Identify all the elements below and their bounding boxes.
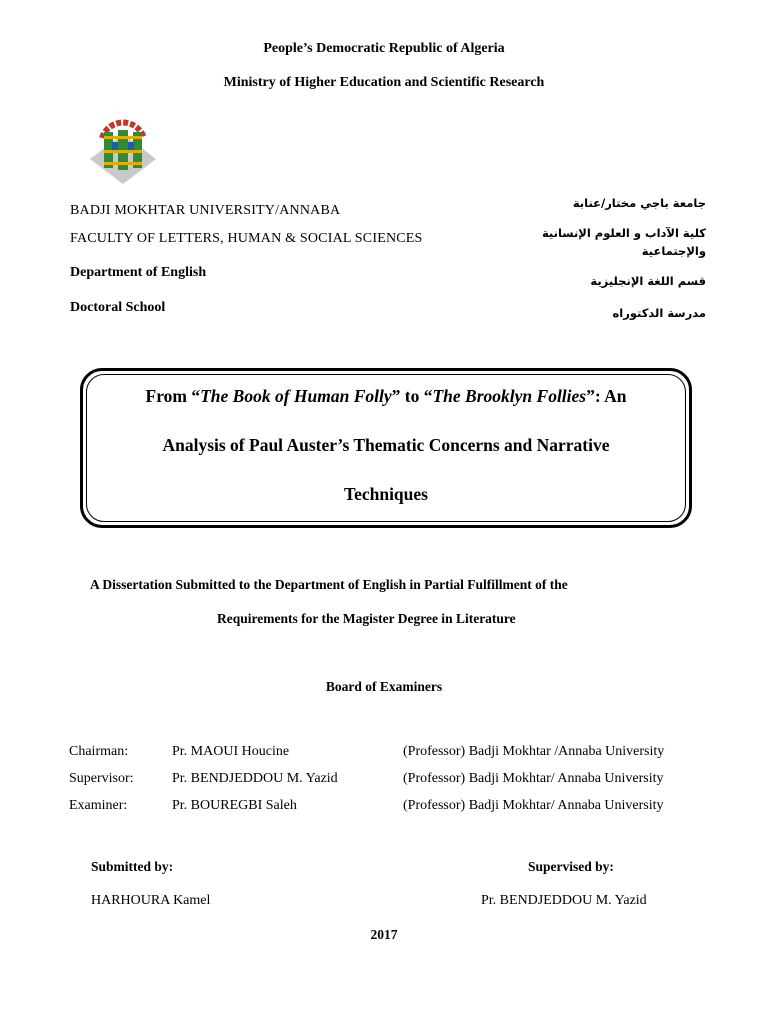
doctoral-school: Doctoral School bbox=[70, 300, 166, 315]
university-name-arabic: جامعة باجي مختار/عنابة bbox=[572, 196, 706, 210]
ministry-heading: Ministry of Higher Education and Scientific Research bbox=[223, 75, 545, 90]
doctoral-school-arabic: مدرسة الدكتوراه bbox=[612, 306, 706, 320]
member-role: Supervisor: bbox=[69, 771, 134, 786]
year: 2017 bbox=[370, 927, 398, 942]
thesis-title-line3: Techniques bbox=[344, 484, 428, 504]
member-affiliation: (Professor) Badji Mokhtar/ Annaba University bbox=[403, 798, 664, 813]
title-book1: The Book of Human Folly bbox=[200, 386, 392, 406]
thesis-title-line1 bbox=[80, 386, 692, 407]
member-role: Chairman: bbox=[69, 744, 129, 759]
member-affiliation: (Professor) Badji Mokhtar/ Annaba University bbox=[403, 771, 664, 786]
country-heading: People’s Democratic Republic of Algeria bbox=[263, 41, 505, 56]
submitted-by-label: Submitted by: bbox=[91, 859, 174, 874]
supervisor-name: Pr. BENDJEDDOU M. Yazid bbox=[481, 893, 647, 908]
faculty-name: FACULTY OF LETTERS, HUMAN & SOCIAL SCIENCES bbox=[70, 231, 423, 246]
faculty-name-arabic-line1: كلية الآداب و العلوم الإنسانية bbox=[541, 226, 706, 240]
member-role: Examiner: bbox=[69, 798, 128, 813]
member-affiliation: (Professor) Badji Mokhtar /Annaba University bbox=[403, 744, 665, 759]
title-to: ” to “ bbox=[391, 386, 433, 406]
dissertation-statement-line2: Requirements for the Magister Degree in Literature bbox=[217, 611, 516, 626]
university-name: BADJI MOKHTAR UNIVERSITY/ANNABA bbox=[70, 203, 341, 218]
title-from: From “ bbox=[145, 386, 201, 406]
university-logo bbox=[88, 104, 158, 184]
member-name: Pr. BOUREGBI Saleh bbox=[172, 798, 297, 813]
board-heading: Board of Examiners bbox=[325, 679, 443, 694]
faculty-name-arabic-line2: والإجتماعية bbox=[641, 244, 706, 258]
dissertation-statement-line1: A Dissertation Submitted to the Department of English in Partial Fulfillment of the bbox=[90, 577, 568, 592]
supervised-by-label: Supervised by: bbox=[528, 859, 614, 874]
department-name: Department of English bbox=[70, 265, 207, 280]
member-name: Pr. BENDJEDDOU M. Yazid bbox=[172, 771, 338, 786]
student-name: HARHOURA Kamel bbox=[91, 893, 211, 908]
title-book2: The Brooklyn Follies bbox=[432, 386, 587, 406]
member-name: Pr. MAOUI Houcine bbox=[172, 744, 290, 759]
thesis-title-line2: Analysis of Paul Auster’s Thematic Concerns and Narrative bbox=[162, 435, 610, 455]
department-name-arabic: قسم اللغة الإنجليزية bbox=[590, 274, 706, 288]
title-after: ”: An bbox=[586, 386, 627, 406]
